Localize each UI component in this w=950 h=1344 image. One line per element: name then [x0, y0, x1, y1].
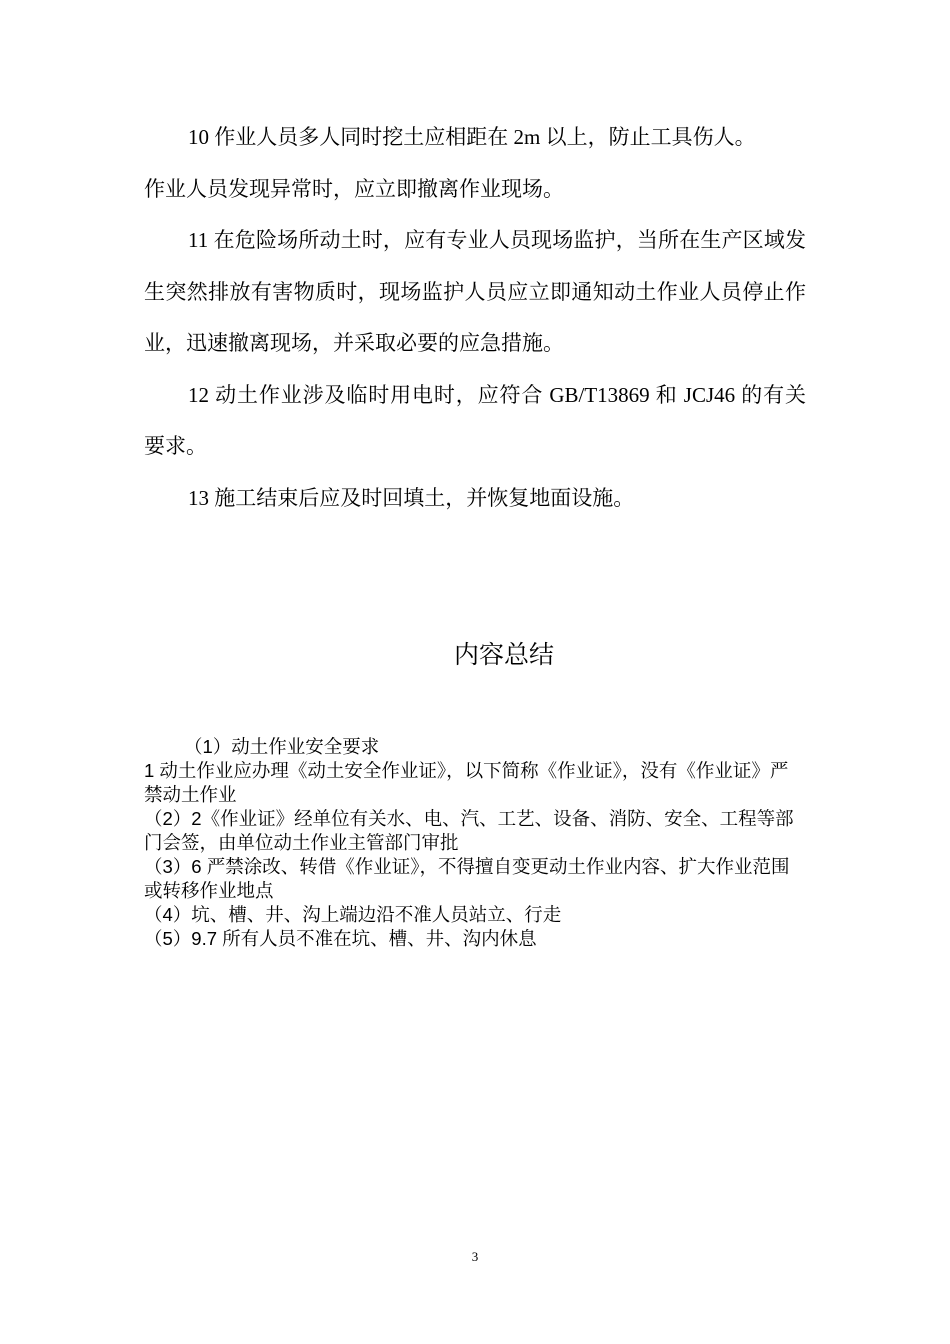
page-number: 3 [471, 1249, 479, 1264]
body-text [144, 112, 806, 524]
summary-item: （3）6 严禁涂改、转借《作业证》，不得擅自变更动土作业内容、扩大作业范围或转移作业地点 [144, 856, 790, 901]
summary-item: 1 动土作业应办理《动土安全作业证》，以下简称《作业证》，没有《作业证》严禁动土作业 [144, 760, 789, 805]
paragraph-10: 10 作业人员多人同时挖土应相距在 2m 以上，防止工具伤人。 [188, 125, 756, 149]
paragraph-10-continued: 作业人员发现异常时，应立即撤离作业现场。 [144, 176, 564, 201]
paragraph-13: 13 施工结束后应及时回填土，并恢复地面设施。 [188, 485, 635, 510]
summary-title: 内容总结 [453, 640, 554, 669]
summary-item: （2）2《作业证》经单位有关水、电、汽、工艺、设备、消防、安全、工程等部门会签，由单位动土作业主管部门审批 [144, 808, 794, 853]
summary-item: （1）动土作业安全要求 [184, 736, 380, 757]
summary-item: （5）9.7 所有人员不准在坑、槽、井、沟内休息 [144, 928, 537, 949]
paragraph-11: 11 在危险场所动土时，应有专业人员现场监护，当所在生产区域发生突然排放有害物质时，现场监护人员应立即通知动土作业人员停止作业，迅速撤离现场，并采取必要的应急措施。 [144, 228, 806, 355]
paragraph-12: 12 动土作业涉及临时用电时，应符合 GB/T13869 和 JCJ46 的有关要求。 [144, 382, 806, 458]
summary-item: （4）坑、槽、井、沟上端边沿不准人员站立、行走 [144, 904, 562, 925]
summary-list [144, 735, 806, 951]
